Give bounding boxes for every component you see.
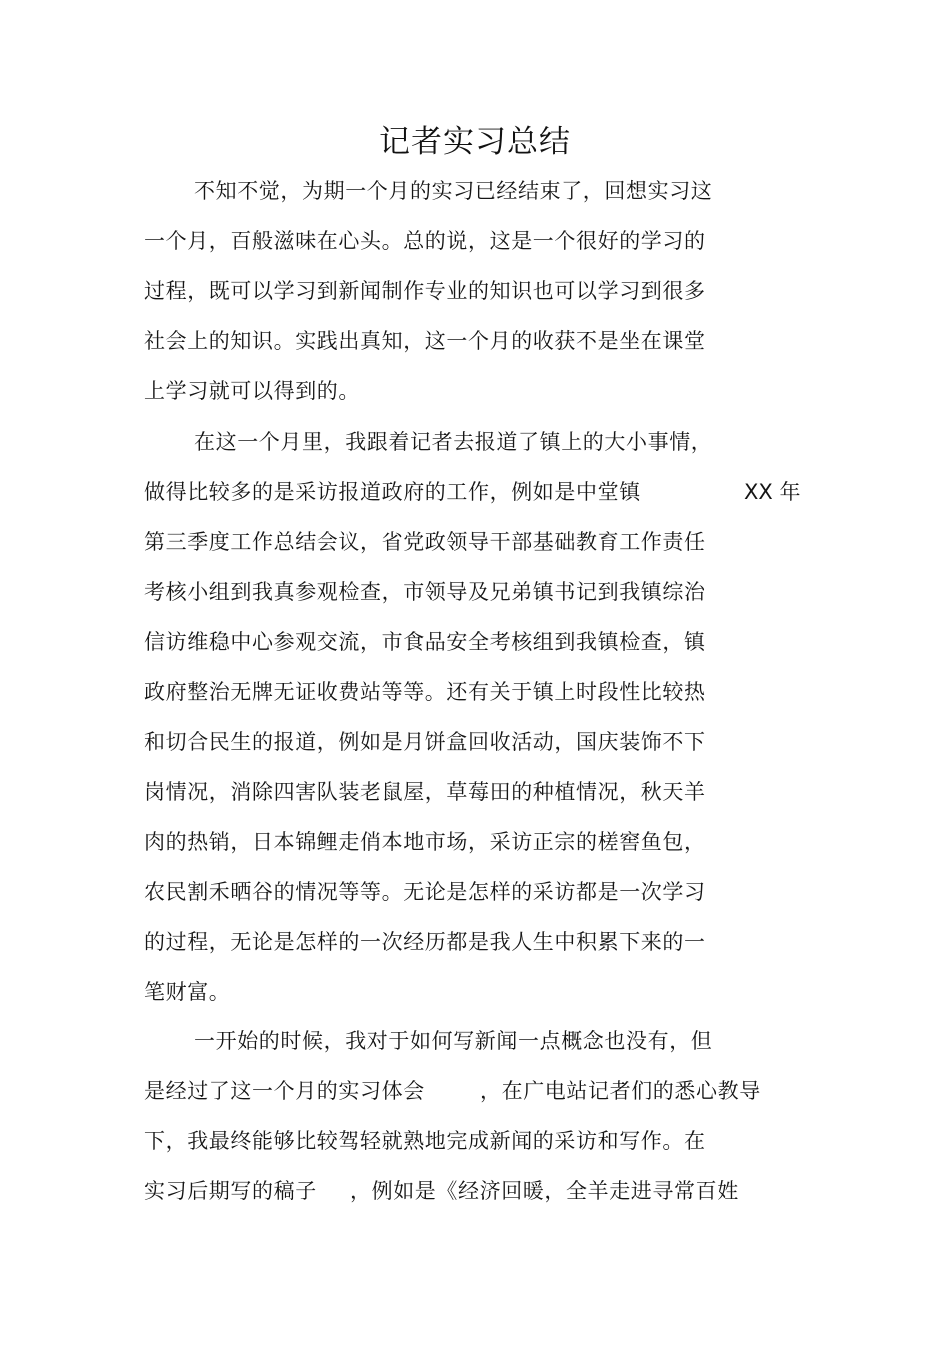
paragraph-2-line-4: 考核小组到我真参观检查，市领导及兄弟镇书记到我镇综治: [144, 580, 706, 604]
paragraph-2-line-11: 的过程，无论是怎样的一次经历都是我人生中积累下来的一: [144, 930, 706, 954]
paragraph-3-line-4b: ，例如是《经济回暖，全羊走进寻常百姓: [350, 1179, 739, 1203]
paragraph-2-line-10: 农民割禾晒谷的情况等等。无论是怎样的采访都是一次学习: [144, 880, 706, 904]
paragraph-3-line-2b: ，在广电站记者们的悉心教导: [480, 1079, 761, 1103]
paragraph-2-line-5: 信访维稳中心参观交流，市食品安全考核组到我镇检查，镇: [144, 630, 706, 654]
paragraph-3-line-4a: 实习后期写的稿子: [144, 1179, 317, 1203]
paragraph-2-line-1: 在这一个月里，我跟着记者去报道了镇上的大小事情，: [194, 430, 713, 454]
paragraph-1-line-2: 一个月，百般滋味在心头。总的说，这是一个很好的学习的: [144, 229, 706, 253]
paragraph-2-line-3: 第三季度工作总结会议，省党政领导干部基础教育工作责任: [144, 530, 706, 554]
paragraph-1-line-4: 社会上的知识。实践出真知，这一个月的收获不是坐在课堂: [144, 329, 706, 353]
paragraph-2-line-7: 和切合民生的报道，例如是月饼盒回收活动，国庆装饰不下: [144, 730, 706, 754]
paragraph-2-line-12: 笔财富。: [144, 980, 231, 1004]
paragraph-1-line-5: 上学习就可以得到的。: [144, 379, 360, 403]
paragraph-3-line-2a: 是经过了这一个月的实习体会: [144, 1079, 425, 1103]
paragraph-3-line-1: 一开始的时候，我对于如何写新闻一点概念也没有，但: [194, 1029, 713, 1053]
document-title: 记者实习总结: [379, 124, 571, 160]
paragraph-2-line-9: 肉的热销，日本锦鲤走俏本地市场，采访正宗的槎窖鱼包，: [144, 830, 706, 854]
paragraph-3-line-3: 下，我最终能够比较驾轻就熟地完成新闻的采访和写作。在: [144, 1129, 706, 1153]
paragraph-1-line-1: 不知不觉，为期一个月的实习已经结束了，回想实习这: [194, 179, 713, 203]
paragraph-2-line-8: 岗情况，消除四害队装老鼠屋，草莓田的种植情况，秋天羊: [144, 780, 706, 804]
paragraph-2-xx-year: XX 年: [744, 480, 801, 504]
paragraph-2-line-2: 做得比较多的是采访报道政府的工作，例如是中堂镇: [144, 480, 641, 504]
paragraph-1-line-3: 过程，既可以学习到新闻制作专业的知识也可以学习到很多: [144, 279, 706, 303]
paragraph-2-line-6: 政府整治无牌无证收费站等等。还有关于镇上时段性比较热: [144, 680, 706, 704]
